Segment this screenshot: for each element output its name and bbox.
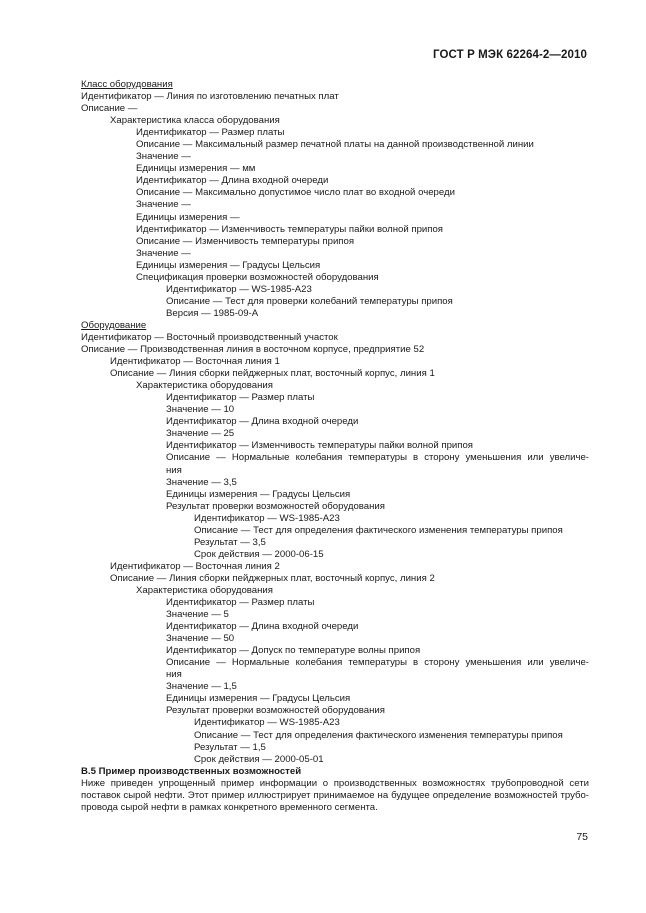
hierarchy-listing — [81, 79, 589, 766]
listing-line: Характеристика оборудования — [136, 584, 273, 596]
listing-line: Идентификатор — Длина входной очереди — [166, 416, 359, 428]
listing-line: Идентификатор — Восточный производственный участок — [81, 331, 338, 343]
listing-line: ния — [166, 464, 182, 476]
paragraph-line: провода сырой нефти в рамках конкретного временного сегмента. — [81, 801, 378, 813]
page-number: 75 — [576, 831, 588, 843]
listing-line: Значение — — [136, 151, 191, 163]
listing-line: Описание — Линия сборки пейджерных плат, восточный корпус, линия 2 — [110, 572, 435, 584]
section-label: Оборудование — [81, 319, 147, 331]
listing-line: Описание — Тест для определения фактического изменения температуры припоя — [194, 524, 563, 536]
listing-line: Описание — Тест для определения фактического изменения температуры припоя — [194, 729, 563, 741]
listing-line: Описание — — [81, 103, 138, 115]
listing-line: Описание — Нормальные колебания температуры в сторону уменьшения или увеличе- — [166, 657, 589, 669]
listing-line: Описание — Нормальные колебания температуры в сторону уменьшения или увеличе- — [166, 452, 589, 464]
listing-line: Характеристика оборудования — [136, 380, 273, 392]
listing-line: Идентификатор — Размер платы — [166, 597, 315, 609]
listing-line: Единицы измерения — Градусы Цельсия — [166, 488, 351, 500]
listing-line: Идентификатор — Размер платы — [166, 392, 315, 404]
listing-line: Версия — 1985-09-A — [166, 307, 259, 319]
listing-line: Значение — 5 — [166, 609, 229, 621]
listing-line: Значение — 50 — [166, 633, 235, 645]
listing-line: Единицы измерения — — [136, 211, 240, 223]
listing-line: Идентификатор — Линия по изготовлению печатных плат — [81, 91, 339, 103]
listing-line: Идентификатор — Длина входной очереди — [166, 621, 359, 633]
listing-line: Результат — 1,5 — [194, 741, 266, 753]
listing-line: Идентификатор — WS-1985-A23 — [194, 512, 340, 524]
listing-line: Идентификатор — Изменчивость температуры пайки волной припоя — [166, 440, 473, 452]
listing-line: Описание — Изменчивость температуры припоя — [136, 235, 355, 247]
paragraph-line: Ниже приведен упрощенный пример информации о производственных возможностях трубопроводной сети — [81, 777, 589, 789]
listing-line: Значение — — [136, 199, 191, 211]
listing-line: Описание — Максимальный размер печатной платы на данной производственной линии — [136, 139, 534, 151]
listing-line: Срок действия — 2000-06-15 — [194, 548, 324, 560]
listing-line: Характеристика класса оборудования — [110, 115, 280, 127]
listing-line: Значение — 3,5 — [166, 476, 237, 488]
listing-line: Описание — Линия сборки пейджерных плат, восточный корпус, линия 1 — [110, 368, 435, 380]
listing-line: ния — [166, 669, 182, 681]
section-paragraph — [81, 778, 589, 814]
listing-line: Значение — — [136, 247, 191, 259]
listing-line: Описание — Максимально допустимое число плат во входной очереди — [136, 187, 455, 199]
listing-line: Идентификатор — WS-1985-A23 — [166, 283, 312, 295]
document-body — [81, 79, 589, 814]
listing-line: Результат проверки возможностей оборудования — [166, 705, 385, 717]
listing-line: Значение — 1,5 — [166, 681, 237, 693]
listing-line: Результат проверки возможностей оборудования — [166, 500, 385, 512]
listing-line: Единицы измерения — Градусы Цельсия — [166, 693, 351, 705]
page-header-standard: ГОСТ Р МЭК 62264-2—2010 — [433, 49, 587, 61]
listing-line: Идентификатор — WS-1985-A23 — [194, 717, 340, 729]
listing-line: Срок действия — 2000-05-01 — [194, 753, 324, 765]
listing-line: Значение — 25 — [166, 428, 235, 440]
listing-line: Идентификатор — Восточная линия 2 — [110, 560, 280, 572]
listing-line: Идентификатор — Допуск по температуре волны припоя — [166, 645, 421, 657]
listing-line: Описание — Тест для проверки колебаний температуры припоя — [166, 295, 453, 307]
listing-line: Спецификация проверки возможностей оборудования — [136, 271, 379, 283]
listing-line: Значение — 10 — [166, 404, 235, 416]
section-label: Класс оборудования — [81, 79, 173, 90]
listing-line: Единицы измерения — Градусы Цельсия — [136, 259, 321, 271]
listing-line: Результат — 3,5 — [194, 536, 266, 548]
listing-line: Идентификатор — Восточная линия 1 — [110, 356, 280, 368]
paragraph-line: поставок сырой нефти. Этот пример иллюстрирует принимаемое на будущее определение возможностей трубо- — [81, 789, 589, 801]
listing-line: Идентификатор — Размер платы — [136, 127, 285, 139]
listing-line: Идентификатор — Изменчивость температуры пайки волной припоя — [136, 223, 443, 235]
listing-line: Единицы измерения — мм — [136, 163, 256, 175]
listing-line: Идентификатор — Длина входной очереди — [136, 175, 329, 187]
listing-line: Описание — Производственная линия в восточном корпусе, предприятие 52 — [81, 344, 425, 356]
section-heading: B.5 Пример производственных возможностей — [81, 765, 302, 777]
